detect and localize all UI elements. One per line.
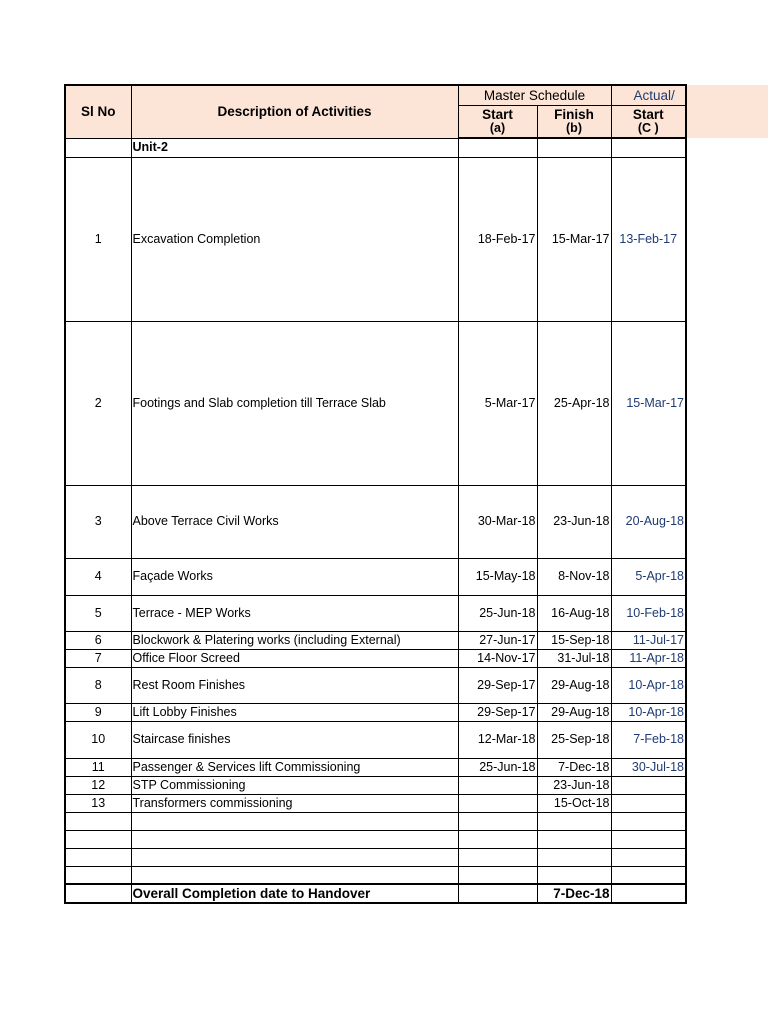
table-row: [65, 595, 686, 631]
row-start: 25-Jun-18: [458, 595, 537, 631]
header-finish-label: Finish: [554, 106, 594, 122]
row-description: Office Floor Screed: [131, 649, 458, 667]
row-finish: 15-Sep-18: [537, 631, 611, 649]
unit-empty-cell: [458, 138, 537, 157]
table-row: [65, 649, 686, 667]
empty-cell: [458, 866, 537, 884]
row-start: 25-Jun-18: [458, 758, 537, 776]
empty-cell: [131, 866, 458, 884]
header-actual-start-label: Start: [632, 106, 664, 122]
row-description: Blockwork & Platering works (including External): [131, 631, 458, 649]
row-start: 29-Sep-17: [458, 667, 537, 703]
row-start: [458, 794, 537, 812]
row-description: Excavation Completion: [131, 157, 458, 321]
empty-cell: [65, 812, 131, 830]
overall-completion-label: Overall Completion date to Handover: [131, 884, 458, 903]
row-actual-start: 5-Apr-18: [611, 558, 686, 595]
row-actual-start: 20-Aug-18: [611, 485, 686, 558]
empty-cell: [131, 830, 458, 848]
row-sl: 3: [65, 485, 131, 558]
header-fill-overflow: [686, 85, 768, 138]
row-sl: 8: [65, 667, 131, 703]
header-actual: Actual/: [611, 85, 686, 105]
row-actual-start: [611, 794, 686, 812]
row-start: 27-Jun-17: [458, 631, 537, 649]
overall-completion-row: [65, 884, 686, 903]
table-row: [65, 758, 686, 776]
row-sl: 6: [65, 631, 131, 649]
table-row: [65, 703, 686, 721]
row-sl: 1: [65, 157, 131, 321]
row-actual-start: [611, 776, 686, 794]
empty-row: [65, 830, 686, 848]
row-finish: 29-Aug-18: [537, 703, 611, 721]
table-row: [65, 558, 686, 595]
row-actual-start: 11-Jul-17: [611, 631, 686, 649]
empty-cell: [458, 830, 537, 848]
row-actual-start: 11-Apr-18: [611, 649, 686, 667]
row-description: Rest Room Finishes: [131, 667, 458, 703]
empty-cell: [537, 866, 611, 884]
row-finish: 7-Dec-18: [537, 758, 611, 776]
row-sl: 5: [65, 595, 131, 631]
row-sl: 4: [65, 558, 131, 595]
header-finish: [537, 105, 611, 138]
empty-cell: [537, 830, 611, 848]
row-finish: 31-Jul-18: [537, 649, 611, 667]
table-row: [65, 776, 686, 794]
row-description: Façade Works: [131, 558, 458, 595]
row-actual-start: 15-Mar-17: [611, 321, 686, 485]
row-actual-start: 10-Apr-18: [611, 703, 686, 721]
row-description: Footings and Slab completion till Terrace Slab: [131, 321, 458, 485]
table-row: [65, 794, 686, 812]
header-actual-start-sub: (C ): [637, 120, 659, 135]
empty-cell: [131, 812, 458, 830]
row-start: 14-Nov-17: [458, 649, 537, 667]
row-sl: 13: [65, 794, 131, 812]
row-finish: 25-Apr-18: [537, 321, 611, 485]
header-start-label: Start: [482, 106, 513, 122]
empty-cell: [131, 848, 458, 866]
empty-cell: [537, 812, 611, 830]
table-row: [65, 157, 686, 321]
header-description: Description of Activities: [131, 85, 458, 138]
row-description: Above Terrace Civil Works: [131, 485, 458, 558]
row-sl: 12: [65, 776, 131, 794]
overall-completion-date: 7-Dec-18: [537, 884, 611, 903]
unit-empty-cell: [611, 138, 686, 157]
row-actual-start: 30-Jul-18: [611, 758, 686, 776]
row-sl: 11: [65, 758, 131, 776]
table-row: [65, 321, 686, 485]
empty-cell: [65, 830, 131, 848]
row-sl: 10: [65, 721, 131, 758]
unit-empty-cell: [537, 138, 611, 157]
empty-cell: [611, 866, 686, 884]
row-sl: 2: [65, 321, 131, 485]
header-start-sub: (a): [489, 120, 506, 135]
table-row: [65, 721, 686, 758]
total-sl-cell: [65, 884, 131, 903]
row-finish: 25-Sep-18: [537, 721, 611, 758]
row-actual-start: 10-Feb-18: [611, 595, 686, 631]
row-sl: 7: [65, 649, 131, 667]
row-actual-start: 7-Feb-18: [611, 721, 686, 758]
header-start: [458, 105, 537, 138]
row-actual-start: 13-Feb-17: [611, 157, 686, 321]
row-finish: 23-Jun-18: [537, 485, 611, 558]
empty-row: [65, 866, 686, 884]
row-start: [458, 776, 537, 794]
schedule-table: [64, 84, 687, 904]
header-finish-sub: (b): [566, 120, 582, 135]
row-finish: 16-Aug-18: [537, 595, 611, 631]
row-description: Terrace - MEP Works: [131, 595, 458, 631]
unit-sl-cell: [65, 138, 131, 157]
empty-row: [65, 848, 686, 866]
header-actual-start: [611, 105, 686, 138]
table-row: [65, 667, 686, 703]
row-finish: 23-Jun-18: [537, 776, 611, 794]
row-finish: 8-Nov-18: [537, 558, 611, 595]
row-description: STP Commissioning: [131, 776, 458, 794]
row-start: 5-Mar-17: [458, 321, 537, 485]
empty-cell: [611, 812, 686, 830]
row-description: Passenger & Services lift Commissioning: [131, 758, 458, 776]
row-finish: 15-Mar-17: [537, 157, 611, 321]
empty-cell: [537, 848, 611, 866]
row-start: 30-Mar-18: [458, 485, 537, 558]
row-start: 29-Sep-17: [458, 703, 537, 721]
header-sl-no: Sl No: [65, 85, 131, 138]
table-row: [65, 485, 686, 558]
row-sl: 9: [65, 703, 131, 721]
row-finish: 15-Oct-18: [537, 794, 611, 812]
row-finish: 29-Aug-18: [537, 667, 611, 703]
empty-cell: [458, 848, 537, 866]
unit-row: [65, 138, 686, 157]
empty-cell: [65, 848, 131, 866]
row-actual-start: 10-Apr-18: [611, 667, 686, 703]
row-description: Transformers commissioning: [131, 794, 458, 812]
empty-cell: [458, 812, 537, 830]
total-start-cell: [458, 884, 537, 903]
header-master-schedule: Master Schedule: [458, 85, 611, 105]
empty-row: [65, 812, 686, 830]
row-start: 15-May-18: [458, 558, 537, 595]
row-description: Lift Lobby Finishes: [131, 703, 458, 721]
table-row: [65, 631, 686, 649]
empty-cell: [611, 830, 686, 848]
row-description: Staircase finishes: [131, 721, 458, 758]
empty-cell: [611, 848, 686, 866]
row-start: 18-Feb-17: [458, 157, 537, 321]
unit-label: Unit-2: [131, 138, 458, 157]
header-row-1: [65, 85, 686, 105]
empty-cell: [65, 866, 131, 884]
total-actual-cell: [611, 884, 686, 903]
row-start: 12-Mar-18: [458, 721, 537, 758]
